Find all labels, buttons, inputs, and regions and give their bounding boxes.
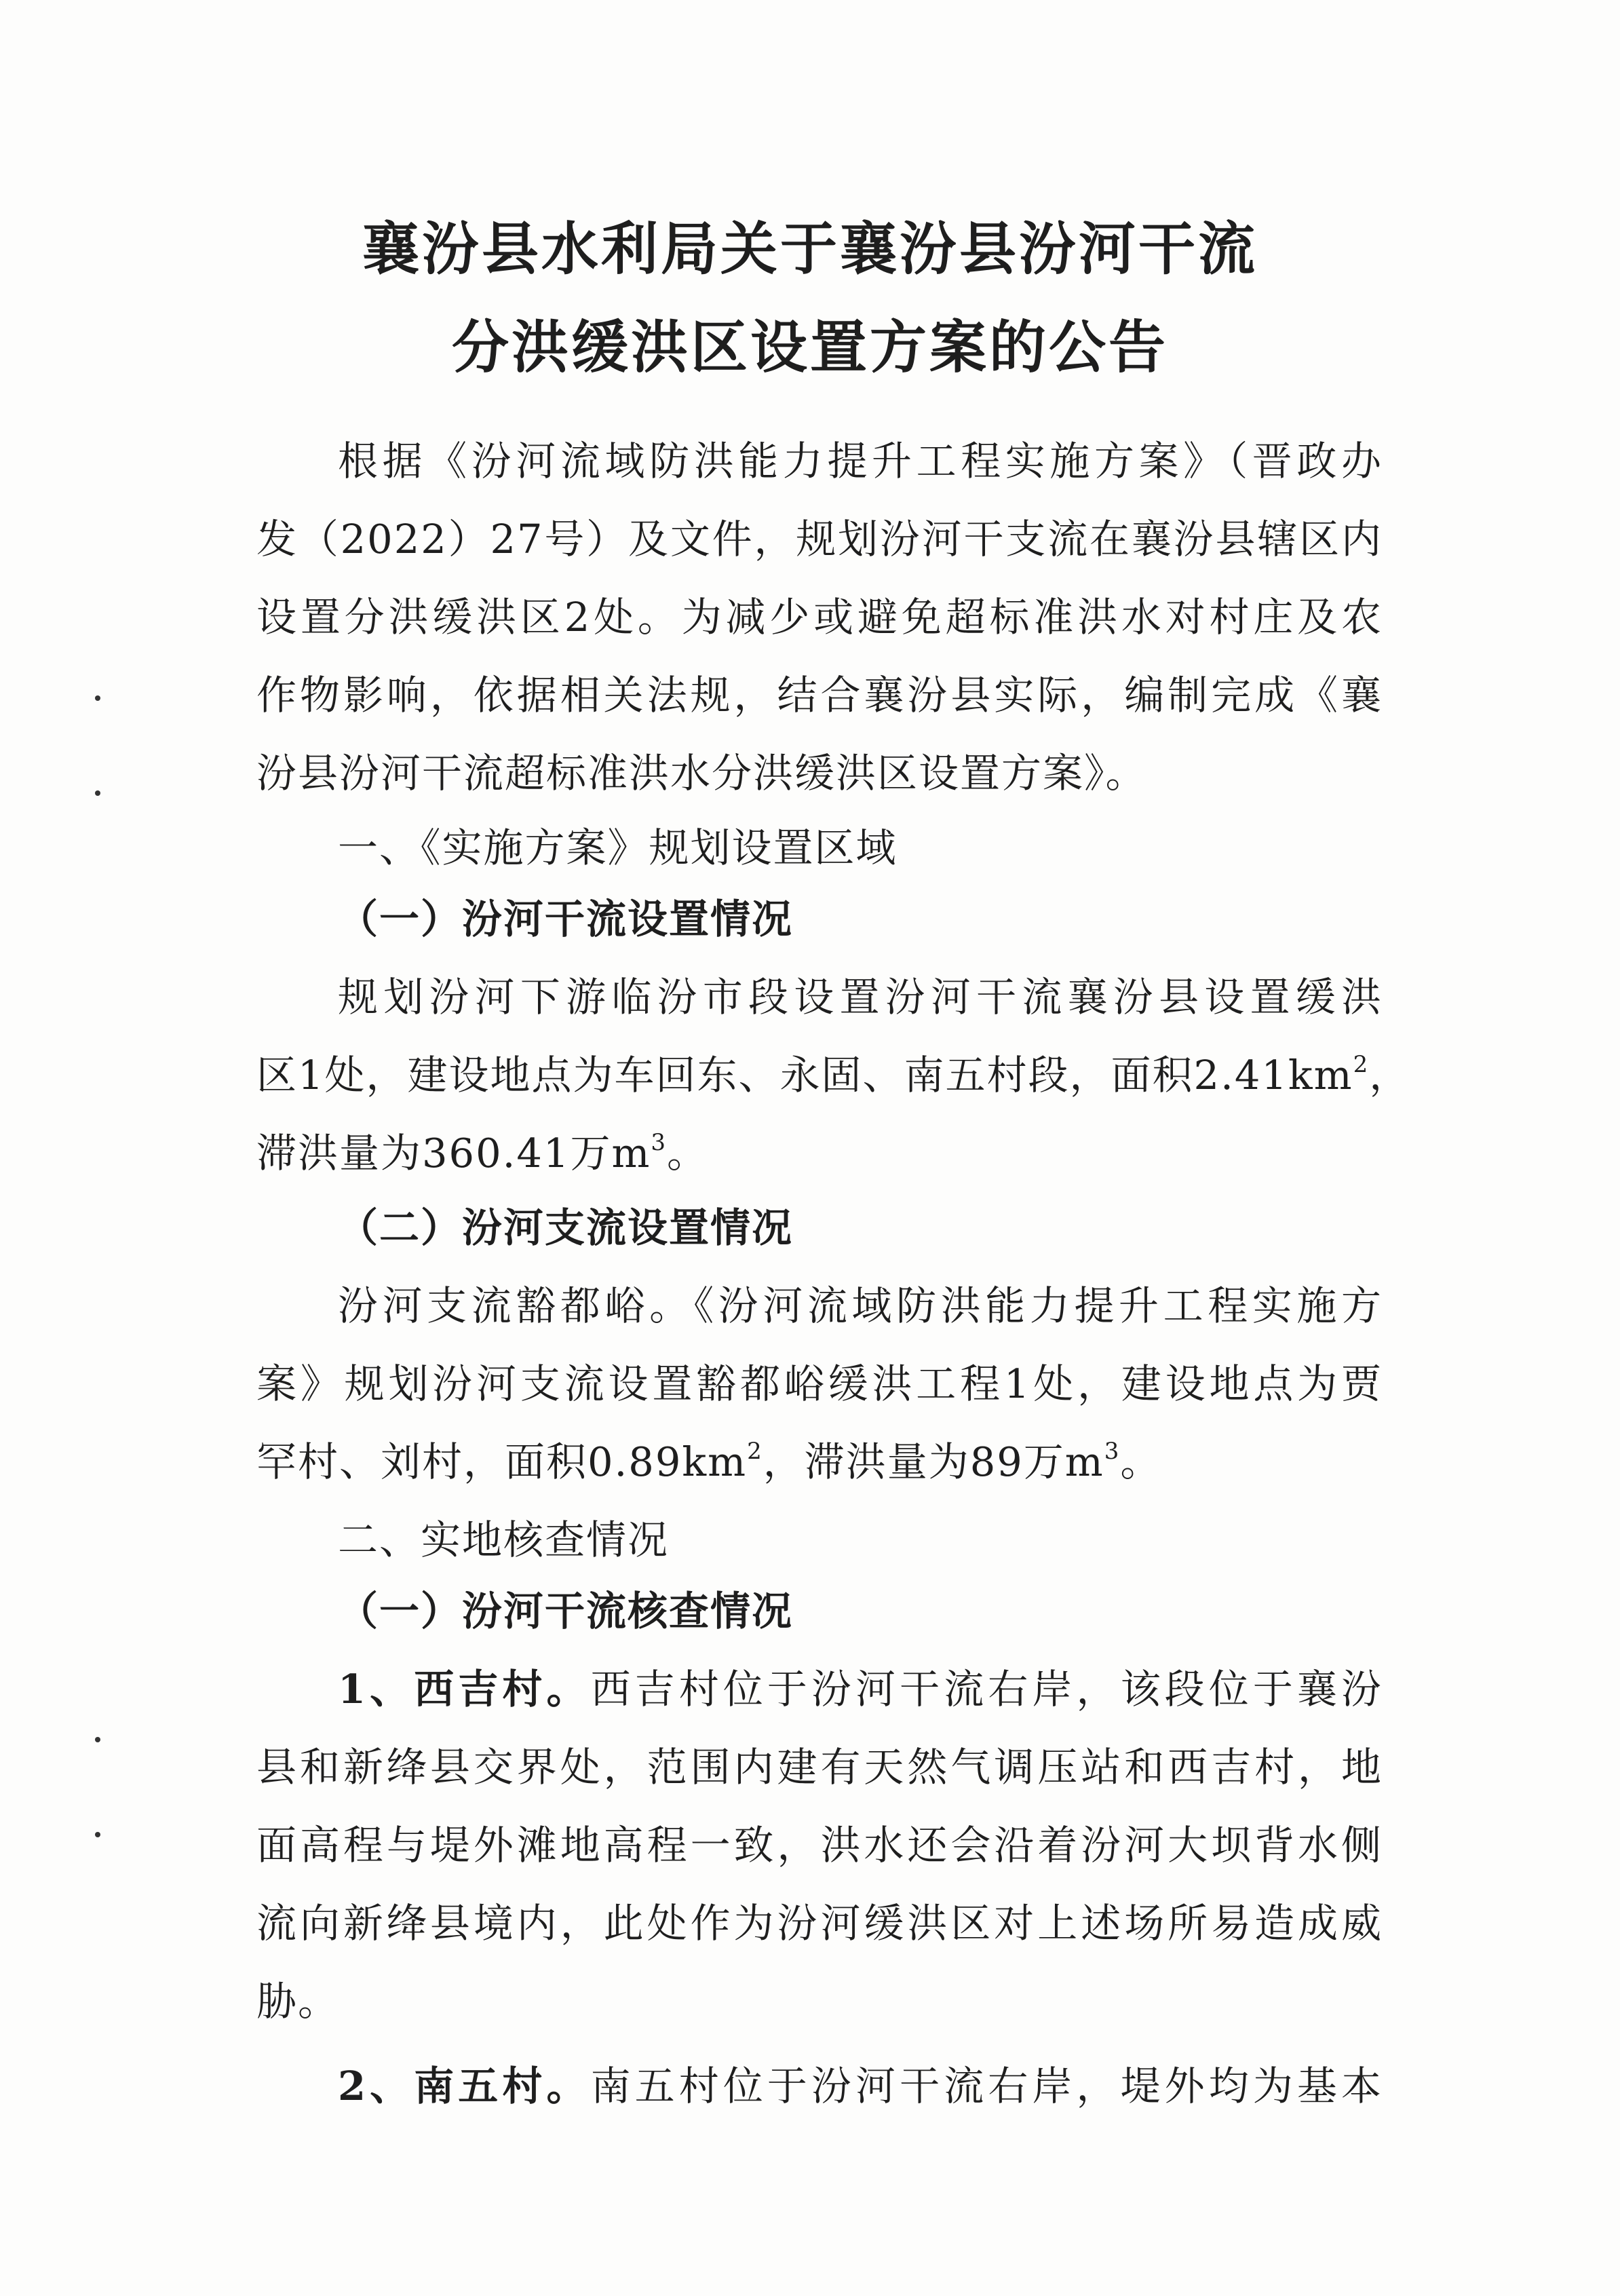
document-title-line-2: 分洪缓洪区设置方案的公告	[451, 313, 1168, 381]
paragraph-line: 发（2022）27号）及文件，规划汾河干支流在襄汾县辖区内	[256, 516, 1383, 562]
paragraph-line: 案》规划汾河支流设置豁都峪缓洪工程1处，建设地点为贾	[256, 1360, 1383, 1407]
paragraph-line: 区1处，建设地点为车回东、永固、南五村段，面积$2.41km^2$，	[256, 1051, 1411, 1098]
paragraph-line: 设置分洪缓洪区2处。为减少或避免超标准洪水对村庄及农	[256, 594, 1383, 640]
paragraph-line: 罕村、刘村，面积$0.89km^2$，滞洪量为89万$m^3$。	[256, 1438, 1162, 1485]
section-heading: 一、《实施方案》规划设置区域	[338, 824, 898, 871]
binding-mark	[95, 1832, 100, 1837]
subsection-heading: （一）汾河干流核查情况	[338, 1588, 794, 1634]
subsection-heading: （二）汾河支流设置情况	[338, 1204, 794, 1251]
binding-mark	[95, 790, 100, 796]
paragraph-line: 胁。	[256, 1978, 340, 2025]
paragraph-line: 根据《汾河流域防洪能力提升工程实施方案》（晋政办	[338, 438, 1383, 484]
subsection-heading: （一）汾河干流设置情况	[338, 896, 794, 942]
binding-mark	[95, 1737, 100, 1742]
paragraph-line: 面高程与堤外滩地高程一致，洪水还会沿着汾河大坝背水侧	[256, 1822, 1383, 1869]
paragraph-line: 1、西吉村。西吉村位于汾河干流右岸，该段位于襄汾	[338, 1666, 1383, 1713]
paragraph-line: 作物影响，依据相关法规，结合襄汾县实际，编制完成《襄	[256, 672, 1383, 719]
paragraph-line: 汾河支流豁都峪。《汾河流域防洪能力提升工程实施方	[338, 1282, 1383, 1329]
paragraph-line: 县和新绛县交界处，范围内建有天然气调压站和西吉村，地	[256, 1744, 1383, 1791]
section-heading: 二、实地核查情况	[338, 1516, 670, 1563]
paragraph-line: 滞洪量为360.41万$m^3$。	[256, 1129, 709, 1176]
paragraph-line: 规划汾河下游临汾市段设置汾河干流襄汾县设置缓洪	[338, 974, 1383, 1020]
paragraph-line: 汾县汾河干流超标准洪水分洪缓洪区设置方案》。	[256, 750, 1147, 797]
binding-mark	[95, 695, 100, 701]
document-title-line-1: 襄汾县水利局关于襄汾县汾河干流	[362, 215, 1258, 282]
paragraph-line: 2、南五村。南五村位于汾河干流右岸，堤外均为基本	[338, 2063, 1383, 2109]
paragraph-line: 流向新绛县境内，此处作为汾河缓洪区对上述场所易造成威	[256, 1900, 1383, 1947]
